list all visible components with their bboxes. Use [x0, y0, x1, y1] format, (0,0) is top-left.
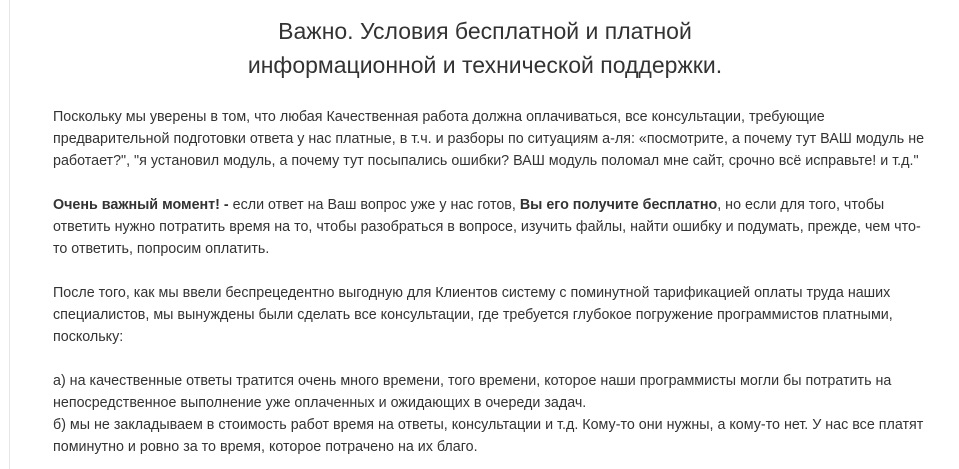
billing-system-paragraph: После того, как мы ввели беспрецедентно выгодную для Клиентов систему с поминутной тарификацией оплаты труда наших специалистов, мы вынуждены были сделать все консультации, где требуется глубокое погружение программистов платными, поскольку: [53, 285, 893, 345]
important-note-paragraph [53, 194, 933, 260]
reason-item-b: б) мы не закладываем в стоимость работ время на ответы, консультации и т.д. Кому-то они нужны, а кому-то нет. У нас все платят поминутно и ровно за то время, которое потрачено на их благо. [53, 417, 924, 455]
important-note-lead: Очень важный момент! - [53, 197, 229, 213]
important-note-text-a: если ответ на Ваш вопрос уже у нас готов, [228, 197, 520, 213]
page-title-line-2: информационной и технической поддержки. [247, 52, 723, 78]
page-title-line-1: Важно. Условия бесплатной и платной [278, 18, 692, 44]
important-note-text-b: , но если для того, чтобы ответить нужно потратить время на то, чтобы разобраться в вопросе, изучить файлы, найти ошибку и подумать, прежде, чем что-то ответить, попросим оплатить. [53, 197, 921, 257]
page-title [0, 14, 959, 82]
intro-paragraph: Поскольку мы уверены в том, что любая Качественная работа должна оплачиваться, все консультации, требующие предварительной подготовки ответа у нас платные, в т.ч. и разборы по ситуациям а-ля: «посмотрите, а почему тут ВАШ модуль не работает?", "я установил модуль, а почему тут посыпались ошибки? ВАШ модуль поломал мне сайт, срочно всё исправьте! и т.д." [53, 109, 925, 169]
free-answer-emphasis: Вы его получите бесплатно [519, 197, 718, 213]
support-terms-content [53, 106, 933, 458]
reason-item-a: а) на качественные ответы тратится очень много времени, того времени, которое наши программисты могли бы потратить на непосредственное выполнение уже оплаченных и ожидающих в очереди задач. [53, 373, 892, 411]
